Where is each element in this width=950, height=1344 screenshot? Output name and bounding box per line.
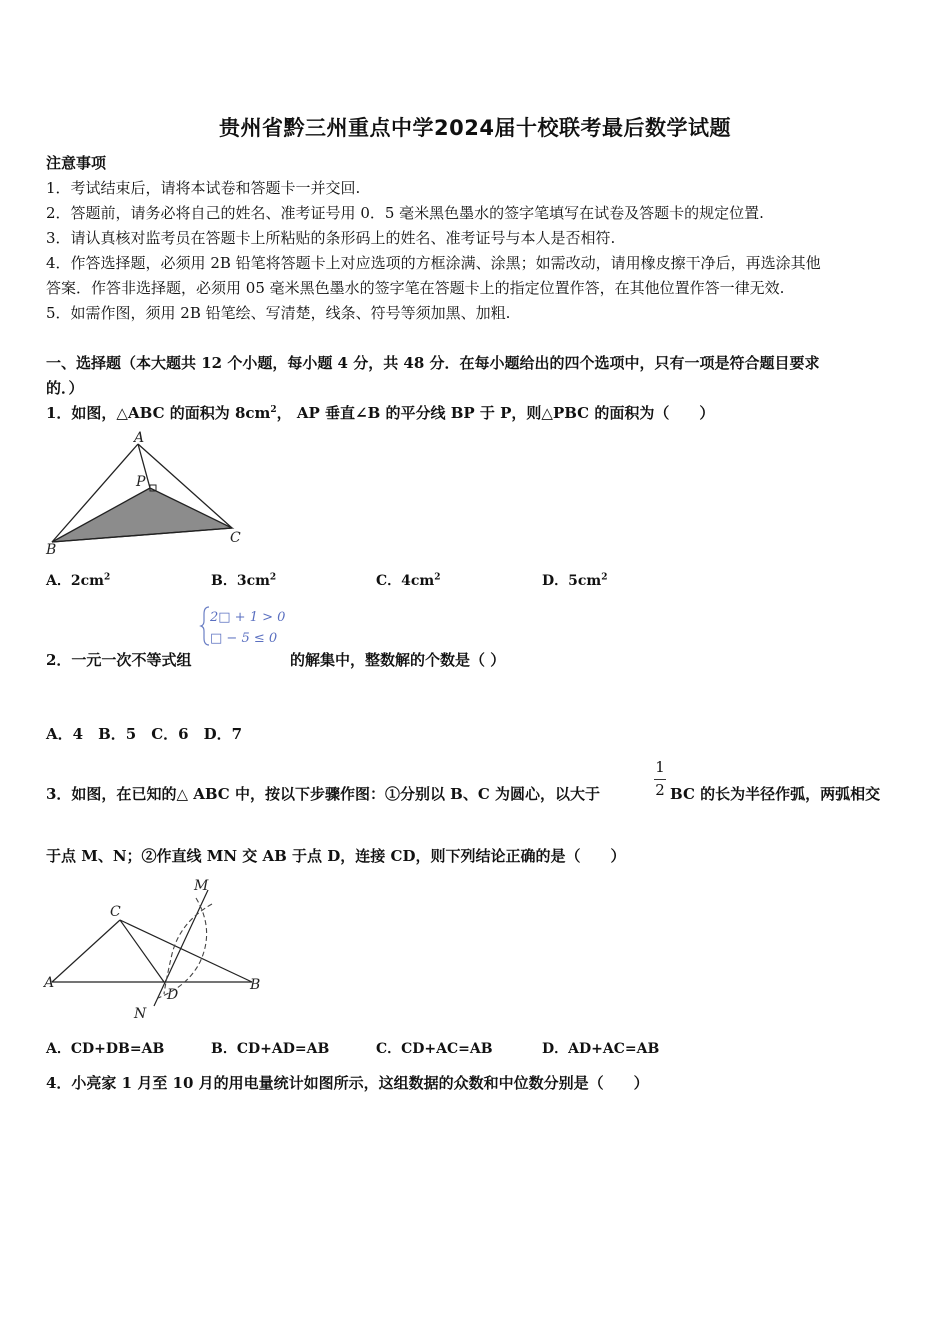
q2-inequality-1: 2□ + 1 > 0 [210, 610, 286, 625]
q2-brace-icon [201, 607, 209, 645]
q4-stem: 4．小亮家 1 月至 10 月的用电量统计如图所示，这组数据的众数和中位数分别是（ ） [46, 1074, 649, 1092]
q1-label-p: P [136, 474, 146, 490]
notice-item: 5．如需作图，须用 2B 铅笔绘、写清楚，线条、符号等须加黑、加粗. [46, 304, 511, 322]
q3-label-d: D [167, 987, 179, 1003]
page-title: 贵州省黔三州重点中学2024届十校联考最后数学试题 [219, 116, 731, 140]
q3-arc-from-b [164, 904, 212, 994]
q3-frac-bar [654, 779, 666, 780]
q3-figure [40, 872, 270, 1024]
q3-side-cb [120, 920, 252, 982]
q2-inequality-2: □ − 5 ≤ 0 [210, 631, 278, 646]
q3-frac-num: 1 [655, 758, 665, 776]
q1-shaded-triangle-pbc [52, 488, 232, 542]
q1-label-c: C [230, 530, 241, 546]
q3-side-ac [52, 920, 120, 982]
q2-stem-a: 2．一元一次不等式组 [46, 651, 192, 669]
q3-line-mn [154, 890, 208, 1006]
section-heading: 一、选择题（本大题共 12 个小题，每小题 4 分，共 48 分．在每小题给出的四个选项中，只有一项是符合题目要求 [46, 354, 820, 372]
q1-stem-a: 1．如图，△ABC 的面积为 8cm [46, 404, 271, 422]
q1-option-b: B．$3cm^2$ [211, 572, 277, 589]
q3-label-c: C [110, 904, 121, 920]
q1-option-c: C．$4cm^2$ [376, 572, 441, 589]
q1-option-d: D．$5cm^2$ [542, 572, 608, 589]
q1-label-b: B [46, 542, 57, 558]
notice-heading: 注意事项 [46, 154, 107, 172]
q3-frac-den: 2 [655, 781, 665, 799]
q3-option-d: D．AD+AC=AB [542, 1041, 660, 1057]
q2-options: A．4 B．5 C．6 D．7 [46, 725, 243, 743]
q3-label-a: A [44, 975, 55, 991]
section-heading-cont: 的．） [46, 379, 84, 397]
q3-stem-b: BC 的长为半径作弧，两弧相交 [670, 785, 881, 803]
q3-label-b: B [250, 977, 261, 993]
q3-segment-cd [120, 920, 164, 982]
q3-stem-a: 3．如图，在已知的△ ABC 中，按以下步骤作图：①分别以 B、C 为圆心，以大于 [46, 785, 601, 803]
q1-figure [40, 428, 260, 558]
q3-label-m: M [194, 878, 209, 894]
q1-stem-sup: 2 [270, 405, 277, 415]
q1-stem [46, 402, 714, 423]
notice-item: 答案．作答非选择题，必须用 05 毫米黑色墨水的签字笔在答题卡上的指定位置作答，在其他位置作答一律无效. [46, 279, 785, 297]
q1-label-a: A [134, 430, 145, 446]
q3-stem-c: 于点 M、N；②作直线 MN 交 AB 于点 D，连接 CD，则下列结论正确的是（ ） [46, 847, 626, 865]
notice-item: 4．作答选择题，必须用 2B 铅笔将答题卡上对应选项的方框涂满、涂黑；如需改动，请用橡皮擦干净后，再选涂其他 [46, 254, 821, 272]
q3-option-c: C．CD+AC=AB [376, 1041, 493, 1057]
q3-option-a: A．CD+DB=AB [46, 1041, 165, 1057]
q1-option-a: A．$2cm^2$ [46, 572, 111, 589]
q3-option-b: B．CD+AD=AB [211, 1041, 330, 1057]
q2-stem-b: 的解集中，整数解的个数是（ ） [290, 651, 506, 669]
q3-label-n: N [134, 1006, 147, 1022]
q1-stem-b: ， AP 垂直∠B 的平分线 BP 于 P，则△PBC 的面积为（ ） [276, 404, 715, 422]
notice-item: 2．答题前，请务必将自己的姓名、准考证号用 0．5 毫米黑色墨水的签字笔填写在试卷及答题卡的规定位置. [46, 204, 764, 222]
q2-inequality-system [200, 604, 295, 648]
notice-item: 3．请认真核对监考员在答题卡上所粘贴的条形码上的姓名、准考证号与本人是否相符. [46, 229, 616, 247]
notice-item: 1．考试结束后，请将本试卷和答题卡一并交回. [46, 179, 361, 197]
